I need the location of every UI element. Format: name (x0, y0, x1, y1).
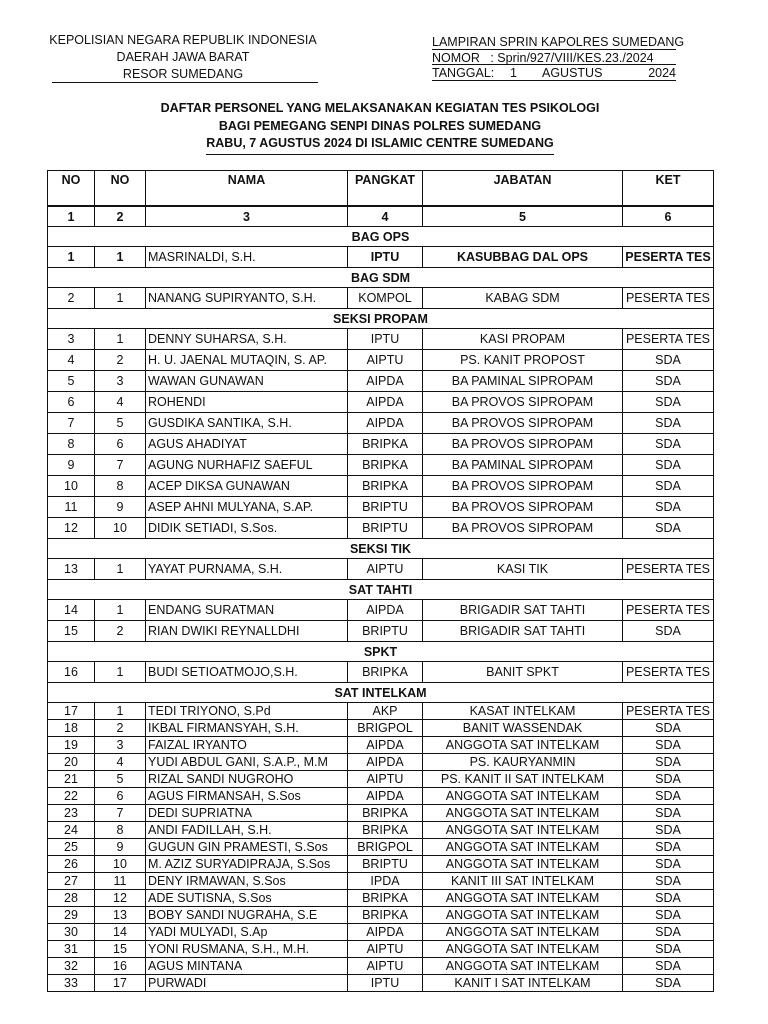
row-no: 26 (48, 856, 95, 873)
row-no: 6 (48, 392, 95, 413)
row-nama: YONI RUSMANA, S.H., M.H. (146, 941, 348, 958)
row-ket: SDA (623, 754, 714, 771)
section-title: SAT TAHTI (48, 580, 714, 600)
row-nama: YADI MULYADI, S.Ap (146, 924, 348, 941)
row-ket: SDA (623, 907, 714, 924)
row-jabatan: BA PAMINAL SIPROPAM (423, 455, 623, 476)
row-no: 27 (48, 873, 95, 890)
row-sub-no: 9 (95, 497, 146, 518)
row-nama: YUDI ABDUL GANI, S.A.P., M.M (146, 754, 348, 771)
row-no: 7 (48, 413, 95, 434)
column-number: 1 (48, 206, 95, 227)
row-pangkat: AIPDA (348, 600, 423, 621)
row-sub-no: 6 (95, 788, 146, 805)
row-ket: SDA (623, 497, 714, 518)
row-no: 20 (48, 754, 95, 771)
row-pangkat: BRIPKA (348, 662, 423, 683)
row-ket: PESERTA TES (623, 559, 714, 580)
row-no: 16 (48, 662, 95, 683)
row-pangkat: AIPTU (348, 350, 423, 371)
row-nama: RIZAL SANDI NUGROHO (146, 771, 348, 788)
row-nama: GUSDIKA SANTIKA, S.H. (146, 413, 348, 434)
row-ket: SDA (623, 737, 714, 754)
row-pangkat: AIPTU (348, 958, 423, 975)
table-row (48, 497, 714, 518)
row-ket: PESERTA TES (623, 288, 714, 309)
row-no: 33 (48, 975, 95, 992)
section-header-row (48, 309, 714, 329)
table-row (48, 890, 714, 907)
row-pangkat: BRIPTU (348, 497, 423, 518)
row-jabatan: BA PROVOS SIPROPAM (423, 476, 623, 497)
row-ket: SDA (623, 839, 714, 856)
row-ket: SDA (623, 434, 714, 455)
row-ket: SDA (623, 805, 714, 822)
row-sub-no: 15 (95, 941, 146, 958)
row-sub-no: 5 (95, 413, 146, 434)
col-header-nama: NAMA (146, 171, 348, 207)
institution-header (48, 32, 318, 83)
section-header-row (48, 268, 714, 288)
row-sub-no: 5 (95, 771, 146, 788)
section-header-row (48, 227, 714, 247)
row-pangkat: BRIPKA (348, 455, 423, 476)
row-no: 19 (48, 737, 95, 754)
table-row (48, 839, 714, 856)
row-sub-no: 11 (95, 873, 146, 890)
row-ket: SDA (623, 455, 714, 476)
section-title: SAT INTELKAM (48, 683, 714, 703)
table-row (48, 392, 714, 413)
row-jabatan: BRIGADIR SAT TAHTI (423, 600, 623, 621)
row-nama: ROHENDI (146, 392, 348, 413)
attachment-title: LAMPIRAN SPRIN KAPOLRES SUMEDANG (432, 35, 685, 49)
row-ket: SDA (623, 958, 714, 975)
table-row (48, 434, 714, 455)
row-jabatan: BA PROVOS SIPROPAM (423, 434, 623, 455)
row-jabatan: BRIGADIR SAT TAHTI (423, 621, 623, 642)
row-no: 5 (48, 371, 95, 392)
row-sub-no: 13 (95, 907, 146, 924)
row-jabatan: ANGGOTA SAT INTELKAM (423, 737, 623, 754)
row-ket: SDA (623, 873, 714, 890)
row-pangkat: AIPTU (348, 771, 423, 788)
table-row (48, 455, 714, 476)
title-line-1: DAFTAR PERSONEL YANG MELAKSANAKAN KEGIATAN TES PSIKOLOGI (160, 101, 600, 115)
table-row (48, 559, 714, 580)
row-ket: SDA (623, 788, 714, 805)
row-ket: PESERTA TES (623, 662, 714, 683)
row-ket: SDA (623, 621, 714, 642)
row-pangkat: BRIGPOL (348, 720, 423, 737)
row-no: 11 (48, 497, 95, 518)
row-nama: ACEP DIKSA GUNAWAN (146, 476, 348, 497)
section-header-row (48, 539, 714, 559)
row-pangkat: IPTU (348, 329, 423, 350)
table-row (48, 329, 714, 350)
row-sub-no: 10 (95, 518, 146, 539)
row-nama: M. AZIZ SURYADIPRAJA, S.Sos (146, 856, 348, 873)
row-pangkat: BRIPKA (348, 890, 423, 907)
row-nama: DENY IRMAWAN, S.Sos (146, 873, 348, 890)
row-sub-no: 7 (95, 455, 146, 476)
row-jabatan: BANIT SPKT (423, 662, 623, 683)
col-header-jabatan: JABATAN (423, 171, 623, 207)
row-ket: SDA (623, 890, 714, 907)
row-no: 23 (48, 805, 95, 822)
row-sub-no: 2 (95, 720, 146, 737)
row-no: 30 (48, 924, 95, 941)
row-pangkat: AIPDA (348, 392, 423, 413)
row-pangkat: KOMPOL (348, 288, 423, 309)
row-jabatan: ANGGOTA SAT INTELKAM (423, 941, 623, 958)
table-row (48, 247, 714, 268)
row-jabatan: KANIT III SAT INTELKAM (423, 873, 623, 890)
table-row (48, 371, 714, 392)
col-header-pangkat: PANGKAT (348, 171, 423, 207)
row-ket: SDA (623, 720, 714, 737)
table-row (48, 737, 714, 754)
table-row (48, 856, 714, 873)
row-sub-no: 7 (95, 805, 146, 822)
row-pangkat: BRIPKA (348, 476, 423, 497)
table-row (48, 621, 714, 642)
row-no: 17 (48, 703, 95, 720)
table-row (48, 941, 714, 958)
row-jabatan: ANGGOTA SAT INTELKAM (423, 907, 623, 924)
row-sub-no: 9 (95, 839, 146, 856)
row-pangkat: AIPDA (348, 754, 423, 771)
row-sub-no: 8 (95, 476, 146, 497)
row-no: 14 (48, 600, 95, 621)
row-sub-no: 10 (95, 856, 146, 873)
row-nama: YAYAT PURNAMA, S.H. (146, 559, 348, 580)
row-pangkat: BRIPKA (348, 822, 423, 839)
col-header-no-sub: NO (95, 171, 146, 207)
row-nama: IKBAL FIRMANSYAH, S.H. (146, 720, 348, 737)
row-sub-no: 4 (95, 754, 146, 771)
date-label: TANGGAL: (432, 66, 495, 80)
table-body (48, 227, 714, 992)
row-sub-no: 4 (95, 392, 146, 413)
row-nama: AGUS FIRMANSAH, S.Sos (146, 788, 348, 805)
section-title: SEKSI TIK (48, 539, 714, 559)
row-ket: SDA (623, 771, 714, 788)
table-row (48, 662, 714, 683)
row-nama: TEDI TRIYONO, S.Pd (146, 703, 348, 720)
table-row (48, 771, 714, 788)
section-header-row (48, 642, 714, 662)
row-no: 1 (48, 247, 95, 268)
row-no: 31 (48, 941, 95, 958)
row-nama: RIAN DWIKI REYNALLDHI (146, 621, 348, 642)
row-jabatan: BA PAMINAL SIPROPAM (423, 371, 623, 392)
row-sub-no: 1 (95, 662, 146, 683)
table-row (48, 703, 714, 720)
row-ket: SDA (623, 924, 714, 941)
table-row (48, 350, 714, 371)
title-line-3: RABU, 7 AGUSTUS 2024 DI ISLAMIC CENTRE SUMEDANG (206, 135, 554, 155)
table-row (48, 924, 714, 941)
row-nama: WAWAN GUNAWAN (146, 371, 348, 392)
institution-line-1: KEPOLISIAN NEGARA REPUBLIK INDONESIA (49, 33, 317, 47)
attachment-number: NOMOR : Sprin/927/VIII/KES.23./2024 (432, 51, 678, 67)
row-no: 24 (48, 822, 95, 839)
attachment-date (432, 66, 678, 82)
row-no: 28 (48, 890, 95, 907)
column-number: 2 (95, 206, 146, 227)
table-row (48, 805, 714, 822)
row-sub-no: 1 (95, 703, 146, 720)
institution-line-2: DAERAH JAWA BARAT (116, 50, 250, 64)
row-pangkat: AIPDA (348, 788, 423, 805)
row-ket: SDA (623, 975, 714, 992)
row-jabatan: BANIT WASSENDAK (423, 720, 623, 737)
row-no: 32 (48, 958, 95, 975)
section-title: SPKT (48, 642, 714, 662)
row-pangkat: BRIPTU (348, 621, 423, 642)
row-nama: ENDANG SURATMAN (146, 600, 348, 621)
row-no: 2 (48, 288, 95, 309)
row-jabatan: BA PROVOS SIPROPAM (423, 497, 623, 518)
column-number: 3 (146, 206, 348, 227)
row-jabatan: KASI TIK (423, 559, 623, 580)
row-sub-no: 6 (95, 434, 146, 455)
row-no: 3 (48, 329, 95, 350)
row-no: 12 (48, 518, 95, 539)
row-jabatan: PS. KANIT PROPOST (423, 350, 623, 371)
table-row (48, 873, 714, 890)
row-ket: SDA (623, 822, 714, 839)
row-ket: SDA (623, 941, 714, 958)
row-jabatan: PS. KANIT II SAT INTELKAM (423, 771, 623, 788)
row-ket: PESERTA TES (623, 329, 714, 350)
row-pangkat: AIPTU (348, 559, 423, 580)
date-month: AGUSTUS (542, 66, 603, 80)
row-sub-no: 2 (95, 621, 146, 642)
row-pangkat: AIPDA (348, 413, 423, 434)
row-jabatan: KANIT I SAT INTELKAM (423, 975, 623, 992)
row-pangkat: BRIPKA (348, 434, 423, 455)
row-no: 13 (48, 559, 95, 580)
column-number: 4 (348, 206, 423, 227)
table-row (48, 476, 714, 497)
row-jabatan: BA PROVOS SIPROPAM (423, 413, 623, 434)
personnel-table (47, 170, 714, 992)
row-pangkat: BRIPTU (348, 856, 423, 873)
document-title (140, 100, 620, 155)
row-no: 25 (48, 839, 95, 856)
row-ket: SDA (623, 413, 714, 434)
row-ket: PESERTA TES (623, 703, 714, 720)
row-no: 10 (48, 476, 95, 497)
row-nama: ADE SUTISNA, S.Sos (146, 890, 348, 907)
row-nama: NANANG SUPIRYANTO, S.H. (146, 288, 348, 309)
row-jabatan: PS. KAURYANMIN (423, 754, 623, 771)
row-sub-no: 2 (95, 350, 146, 371)
table-row (48, 600, 714, 621)
row-jabatan: ANGGOTA SAT INTELKAM (423, 788, 623, 805)
col-header-no: NO (48, 171, 95, 207)
section-title: SEKSI PROPAM (48, 309, 714, 329)
row-jabatan: BA PROVOS SIPROPAM (423, 392, 623, 413)
table-row (48, 413, 714, 434)
row-jabatan: KASAT INTELKAM (423, 703, 623, 720)
row-sub-no: 3 (95, 371, 146, 392)
date-day: 1 (510, 66, 517, 80)
row-nama: AGUS MINTANA (146, 958, 348, 975)
column-number: 6 (623, 206, 714, 227)
table-row (48, 754, 714, 771)
table-row (48, 822, 714, 839)
table-row (48, 958, 714, 975)
row-pangkat: BRIPTU (348, 518, 423, 539)
table-row (48, 720, 714, 737)
table-header-row (48, 171, 714, 207)
row-nama: ANDI FADILLAH, S.H. (146, 822, 348, 839)
row-pangkat: AIPTU (348, 941, 423, 958)
row-sub-no: 16 (95, 958, 146, 975)
row-ket: SDA (623, 856, 714, 873)
row-nama: BUDI SETIOATMOJO,S.H. (146, 662, 348, 683)
table-row (48, 788, 714, 805)
row-sub-no: 8 (95, 822, 146, 839)
row-nama: DIDIK SETIADI, S.Sos. (146, 518, 348, 539)
row-pangkat: IPTU (348, 247, 423, 268)
row-pangkat: BRIPKA (348, 907, 423, 924)
section-title: BAG OPS (48, 227, 714, 247)
attachment-header (432, 35, 685, 82)
row-jabatan: BA PROVOS SIPROPAM (423, 518, 623, 539)
row-sub-no: 1 (95, 559, 146, 580)
row-ket: PESERTA TES (623, 600, 714, 621)
row-ket: SDA (623, 476, 714, 497)
row-jabatan: KASUBBAG DAL OPS (423, 247, 623, 268)
row-jabatan: KASI PROPAM (423, 329, 623, 350)
table-row (48, 288, 714, 309)
row-pangkat: IPTU (348, 975, 423, 992)
table-row (48, 975, 714, 992)
col-header-ket: KET (623, 171, 714, 207)
row-sub-no: 1 (95, 329, 146, 350)
row-nama: AGUNG NURHAFIZ SAEFUL (146, 455, 348, 476)
column-number: 5 (423, 206, 623, 227)
row-nama: BOBY SANDI NUGRAHA, S.E (146, 907, 348, 924)
row-nama: AGUS AHADIYAT (146, 434, 348, 455)
row-ket: PESERTA TES (623, 247, 714, 268)
row-pangkat: AIPDA (348, 371, 423, 392)
table-row (48, 518, 714, 539)
row-sub-no: 3 (95, 737, 146, 754)
row-ket: SDA (623, 371, 714, 392)
row-jabatan: ANGGOTA SAT INTELKAM (423, 805, 623, 822)
row-nama: GUGUN GIN PRAMESTI, S.Sos (146, 839, 348, 856)
row-sub-no: 14 (95, 924, 146, 941)
section-header-row (48, 580, 714, 600)
row-sub-no: 17 (95, 975, 146, 992)
row-sub-no: 1 (95, 288, 146, 309)
row-pangkat: IPDA (348, 873, 423, 890)
row-jabatan: ANGGOTA SAT INTELKAM (423, 890, 623, 907)
row-ket: SDA (623, 350, 714, 371)
row-nama: ASEP AHNI MULYANA, S.AP. (146, 497, 348, 518)
row-ket: SDA (623, 518, 714, 539)
row-pangkat: AIPDA (348, 924, 423, 941)
row-sub-no: 1 (95, 600, 146, 621)
date-year: 2024 (648, 66, 676, 80)
row-no: 22 (48, 788, 95, 805)
row-nama: H. U. JAENAL MUTAQIN, S. AP. (146, 350, 348, 371)
row-jabatan: KABAG SDM (423, 288, 623, 309)
row-pangkat: AIPDA (348, 737, 423, 754)
row-nama: MASRINALDI, S.H. (146, 247, 348, 268)
table-row (48, 907, 714, 924)
row-jabatan: ANGGOTA SAT INTELKAM (423, 924, 623, 941)
row-sub-no: 1 (95, 247, 146, 268)
row-pangkat: BRIGPOL (348, 839, 423, 856)
row-nama: DEDI SUPRIATNA (146, 805, 348, 822)
row-no: 9 (48, 455, 95, 476)
row-nama: DENNY SUHARSA, S.H. (146, 329, 348, 350)
row-nama: FAIZAL IRYANTO (146, 737, 348, 754)
title-line-2: BAGI PEMEGANG SENPI DINAS POLRES SUMEDANG (218, 118, 542, 133)
row-no: 4 (48, 350, 95, 371)
column-number-row (48, 206, 714, 227)
row-jabatan: ANGGOTA SAT INTELKAM (423, 839, 623, 856)
row-pangkat: AKP (348, 703, 423, 720)
row-ket: SDA (623, 392, 714, 413)
row-no: 18 (48, 720, 95, 737)
row-nama: PURWADI (146, 975, 348, 992)
section-header-row (48, 683, 714, 703)
section-title: BAG SDM (48, 268, 714, 288)
row-sub-no: 12 (95, 890, 146, 907)
row-no: 15 (48, 621, 95, 642)
row-pangkat: BRIPKA (348, 805, 423, 822)
institution-divider (52, 82, 318, 83)
row-no: 8 (48, 434, 95, 455)
row-no: 29 (48, 907, 95, 924)
institution-line-3: RESOR SUMEDANG (122, 67, 244, 81)
row-jabatan: ANGGOTA SAT INTELKAM (423, 822, 623, 839)
row-jabatan: ANGGOTA SAT INTELKAM (423, 856, 623, 873)
row-jabatan: ANGGOTA SAT INTELKAM (423, 958, 623, 975)
row-no: 21 (48, 771, 95, 788)
